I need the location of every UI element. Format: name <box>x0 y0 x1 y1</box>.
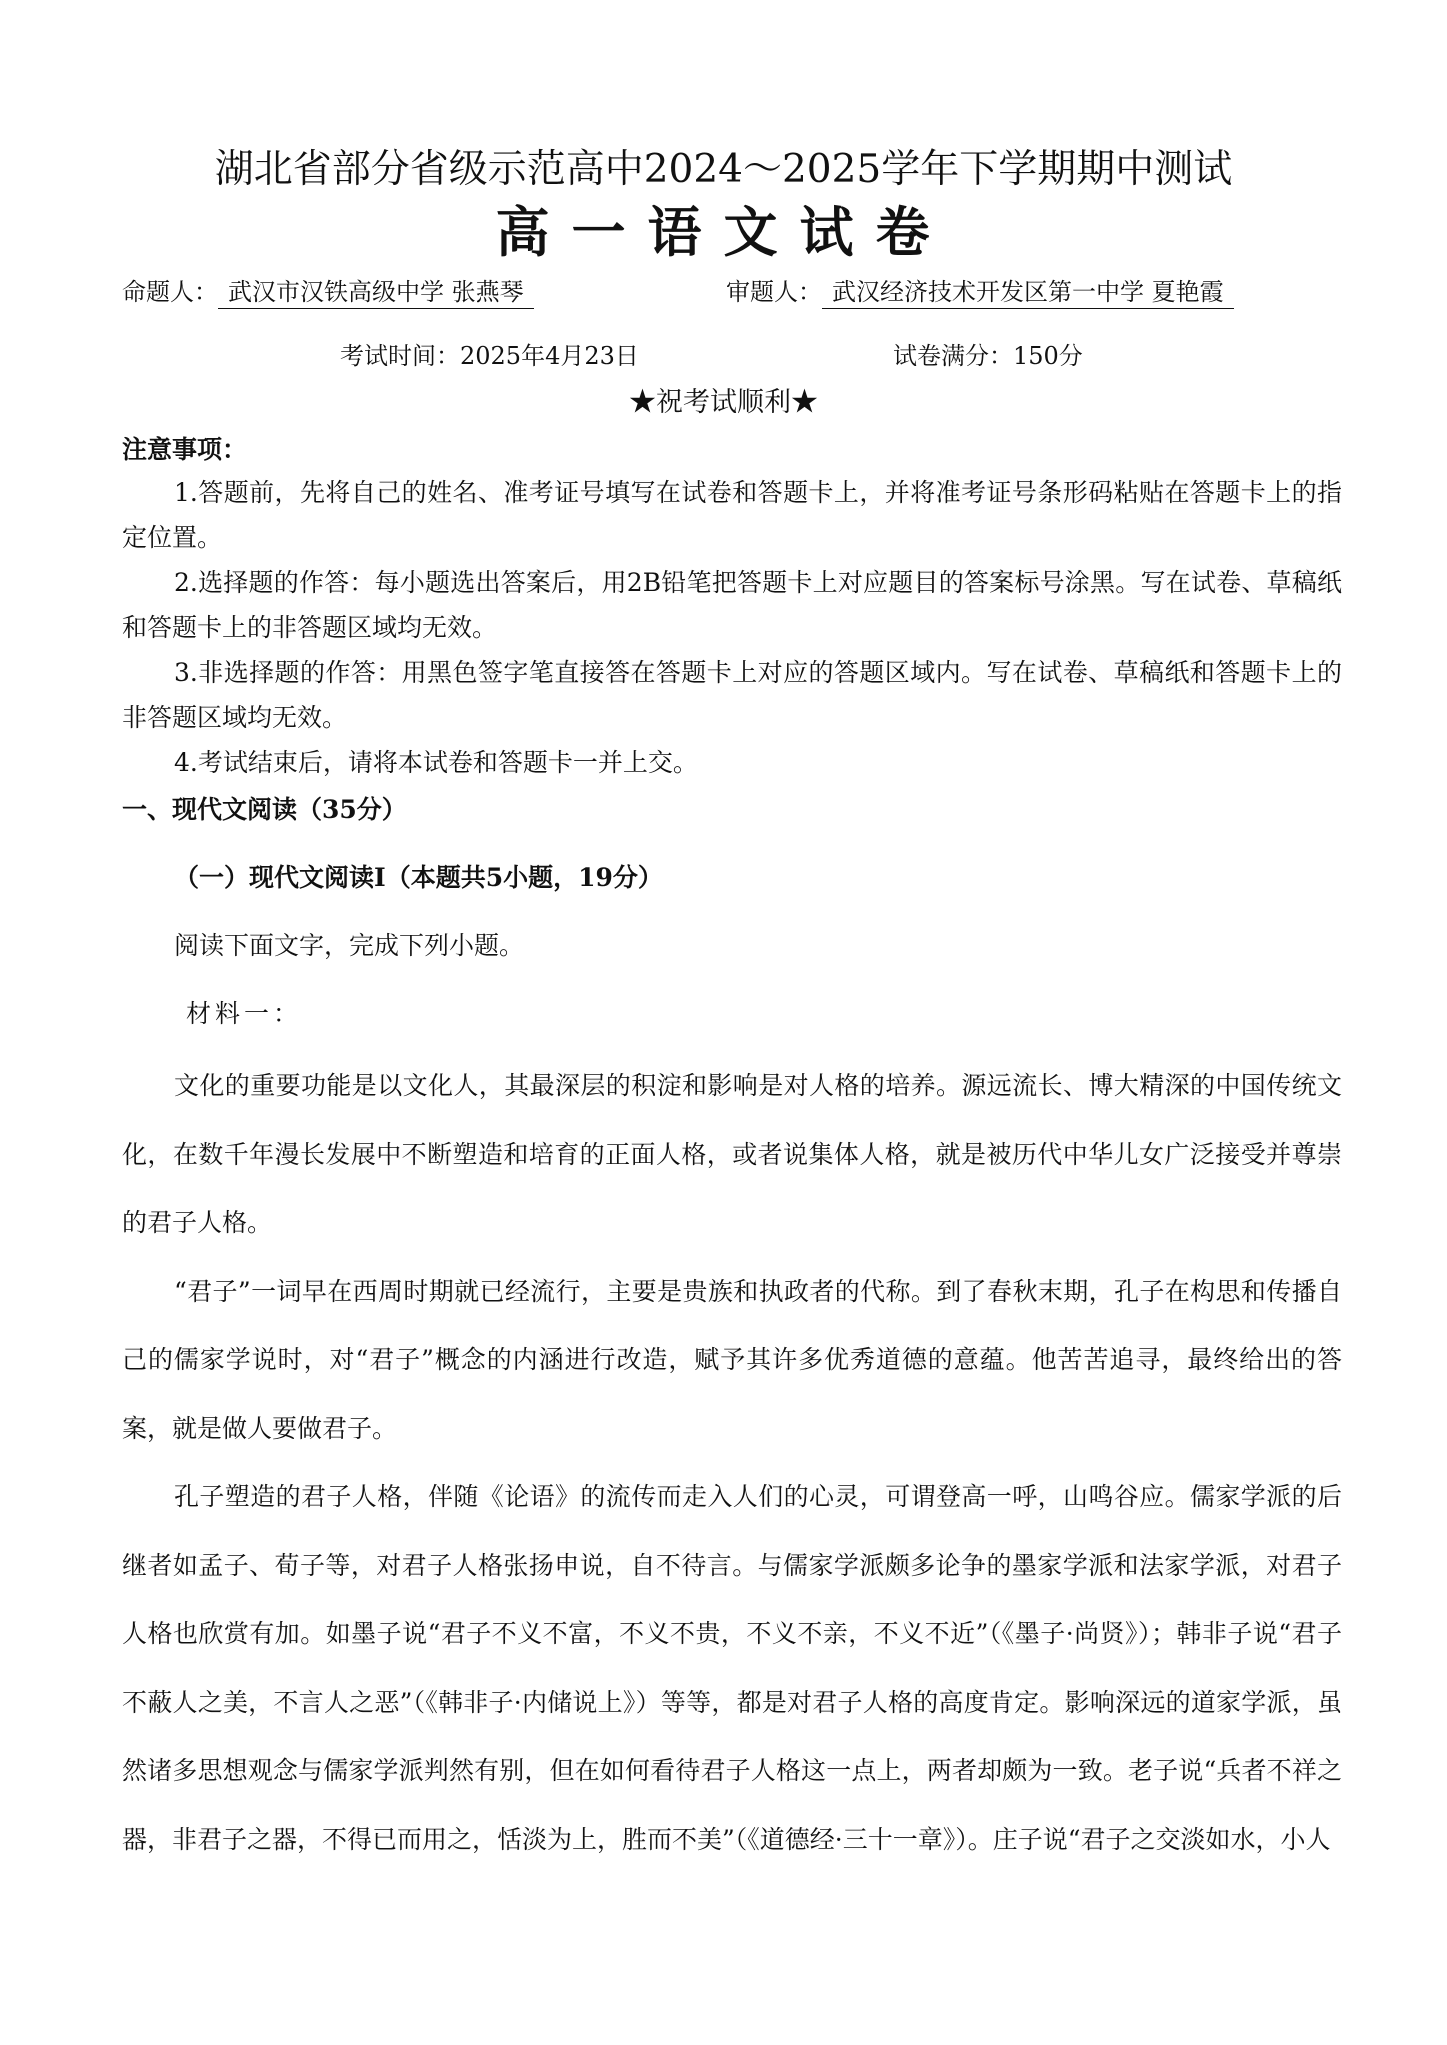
reading-instruction: 阅读下面文字，完成下列小题。 <box>174 931 525 960</box>
passage <box>122 1052 1342 1874</box>
material-label: 材料一： <box>186 999 303 1028</box>
note-item: 4.考试结束后，请将本试卷和答题卡一并上交。 <box>174 748 698 777</box>
setter-label: 命题人： <box>122 278 218 306</box>
note-item: 2.选择题的作答：每小题选出答案后，用2B铅笔把答题卡上对应题目的答案标号涂黑。写在试卷、草稿纸和答题卡上的非答题区域均无效。 <box>122 568 1342 642</box>
subsection-heading: （一）现代文阅读Ⅰ（本题共5小题，19分） <box>174 863 663 892</box>
notes-list <box>122 470 1342 785</box>
section-heading: 一、现代文阅读（35分） <box>122 795 407 824</box>
reviewer-value: 武汉经济技术开发区第一中学 夏艳霞 <box>822 272 1234 309</box>
passage-paragraph: “君子”一词早在西周时期就已经流行，主要是贵族和执政者的代称。到了春秋末期，孔子在构思和传播自己的儒家学说时，对“君子”概念的内涵进行改造，赋予其许多优秀道德的意蕴。他苦苦追寻，最终给出的答案，就是做人要做君子。 <box>122 1276 1342 1443</box>
setter-value: 武汉市汉铁高级中学 张燕琴 <box>218 272 534 309</box>
reviewer <box>726 272 1234 309</box>
note-item: 1.答题前，先将自己的姓名、准考证号填写在试卷和答题卡上，并将准考证号条形码粘贴在答题卡上的指定位置。 <box>122 478 1342 552</box>
exam-time: 考试时间：2025年4月23日 <box>340 342 639 370</box>
blessing: ★祝考试顺利★ <box>629 387 818 418</box>
notes-heading: 注意事项： <box>122 435 248 464</box>
exam-score: 试卷满分：150分 <box>893 342 1083 370</box>
note-item: 3.非选择题的作答：用黑色签字笔直接答在答题卡上对应的答题区域内。写在试卷、草稿纸和答题卡上的非答题区域均无效。 <box>122 658 1342 732</box>
reviewer-label: 审题人： <box>726 278 822 306</box>
passage-paragraph: 孔子塑造的君子人格，伴随《论语》的流传而走入人们的心灵，可谓登高一呼，山鸣谷应。儒家学派的后继者如孟子、荀子等，对君子人格张扬申说，自不待言。与儒家学派颇多论争的墨家学派和法家学派，对君子人格也欣赏有加。如墨子说“君子不义不富，不义不贵，不义不亲，不义不近”（《墨子·尚贤》）；韩非子说“君子不蔽人之美，不言人之恶”（《韩非子·内储说上》）等等，都是对君子人格的高度肯定。影响深远的道家学派，虽然诸多思想观念与儒家学派判然有别，但在如何看待君子人格这一点上，两者却颇为一致。老子说“兵者不祥之器，非君子之器，不得已而用之，恬淡为上，胜而不美”（《道德经·三十一章》）。庄子说“君子之交淡如水，小人 <box>122 1482 1342 1854</box>
passage-paragraph: 文化的重要功能是以文化人，其最深层的积淀和影响是对人格的培养。源远流长、博大精深的中国传统文化，在数千年漫长发展中不断塑造和培育的正面人格，或者说集体人格，就是被历代中华儿女广泛接受并尊崇的君子人格。 <box>122 1071 1342 1237</box>
exam-title: 湖北省部分省级示范高中2024～2025学年下学期期中测试 <box>214 147 1233 192</box>
setter <box>122 272 534 309</box>
paper-title: 高一语文试卷 <box>495 200 952 264</box>
